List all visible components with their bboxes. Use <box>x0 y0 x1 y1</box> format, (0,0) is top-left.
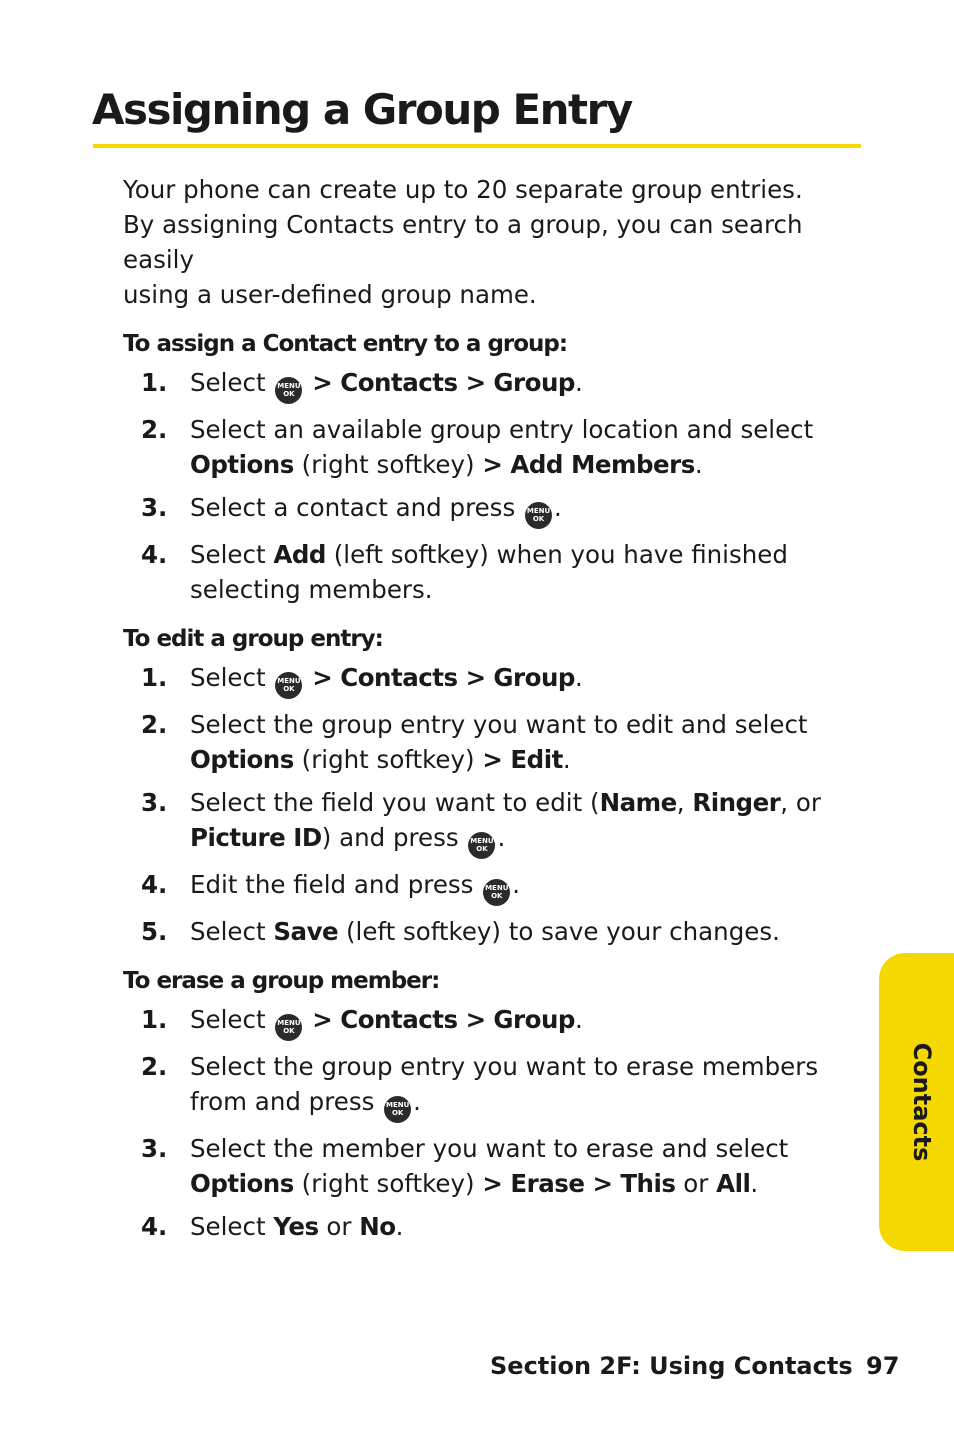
step-number: 2. <box>141 1052 168 1081</box>
main-content <box>123 172 863 1259</box>
menu-path: > Edit <box>482 745 563 774</box>
yes-label: Yes <box>273 1212 319 1241</box>
step-number: 3. <box>141 788 168 817</box>
page-number: 97 <box>866 1352 900 1380</box>
list-item: 4. Edit the field and press MENU OK . <box>123 867 863 906</box>
options-label: Options <box>190 1169 294 1198</box>
list-item: 2. Select the group entry you want to edit and select Options (right softkey) > Edit. <box>123 707 863 777</box>
step-number: 1. <box>141 663 168 692</box>
edit-steps <box>123 660 863 949</box>
list-item: 1. Select MENU OK > Contacts > Group. <box>123 1002 863 1041</box>
menu-path-group: Group <box>493 1005 575 1034</box>
menu-ok-key-icon: MENU OK <box>275 377 302 404</box>
all-label: All <box>716 1169 751 1198</box>
step-text: (left softkey) to save your changes. <box>345 917 780 946</box>
step-text: Select an available group entry location and select <box>190 415 814 444</box>
step-number: 2. <box>141 415 168 444</box>
step-text: Select the group entry you want to edit and select <box>190 710 808 739</box>
menu-ok-key-icon: MENU OK <box>468 832 495 859</box>
list-item: 2. Select an available group entry location and select Options (right softkey) > Add Members. <box>123 412 863 482</box>
section-side-tab <box>879 953 954 1251</box>
ringer-field-label: Ringer <box>692 788 781 817</box>
intro-line: Your phone can create up to 20 separate group entries. <box>123 175 803 204</box>
list-item: 5. Select Save (left softkey) to save your changes. <box>123 914 863 949</box>
list-item: 3. Select the field you want to edit (Name, Ringer, or Picture ID) and press MENU OK . <box>123 785 863 859</box>
menu-path: > Erase > <box>482 1169 613 1198</box>
menu-path: > Contacts > <box>312 368 486 397</box>
side-tab-label: Contacts <box>908 1042 937 1162</box>
step-text: Select <box>190 368 266 397</box>
step-number: 1. <box>141 1005 168 1034</box>
step-text: Select a contact and press <box>190 493 516 522</box>
step-text: (left softkey) when you have finished selecting members. <box>190 540 788 604</box>
intro-line: using a user-defined group name. <box>123 280 537 309</box>
step-number: 1. <box>141 368 168 397</box>
erase-heading: To erase a group member: <box>123 968 440 994</box>
step-number: 4. <box>141 870 168 899</box>
list-item: 1. Select MENU OK > Contacts > Group. <box>123 365 863 404</box>
step-text: Select <box>190 663 266 692</box>
list-item: 3. Select the member you want to erase and select Options (right softkey) > Erase > This or All. <box>123 1131 863 1201</box>
list-item: 1. Select MENU OK > Contacts > Group. <box>123 660 863 699</box>
step-number: 3. <box>141 493 168 522</box>
footer-section-title: Section 2F: Using Contacts <box>490 1352 853 1380</box>
step-number: 5. <box>141 917 168 946</box>
step-text: Select <box>190 1005 266 1034</box>
menu-ok-key-icon: MENU OK <box>384 1096 411 1123</box>
menu-path: > Add Members <box>482 450 695 479</box>
menu-ok-key-icon: MENU OK <box>275 672 302 699</box>
step-number: 4. <box>141 1212 168 1241</box>
menu-path-group: Group <box>493 663 575 692</box>
title-underline <box>93 144 861 148</box>
list-item: 3. Select a contact and press MENU OK . <box>123 490 863 529</box>
options-label: Options <box>190 745 294 774</box>
assign-heading: To assign a Contact entry to a group: <box>123 331 568 357</box>
erase-steps <box>123 1002 863 1244</box>
assign-steps <box>123 365 863 607</box>
step-number: 3. <box>141 1134 168 1163</box>
no-label: No <box>359 1212 396 1241</box>
menu-path: > Contacts > <box>312 663 486 692</box>
step-text: Select the member you want to erase and select <box>190 1134 789 1163</box>
menu-path-group: Group <box>493 368 575 397</box>
menu-path: > Contacts > <box>312 1005 486 1034</box>
options-label: Options <box>190 450 294 479</box>
list-item: 4. Select Yes or No. <box>123 1209 863 1244</box>
step-text: Select the field you want to edit ( <box>190 788 600 817</box>
list-item: 2. Select the group entry you want to erase members from and press MENU OK . <box>123 1049 863 1123</box>
picture-id-field-label: Picture ID <box>190 823 322 852</box>
step-text: Select the group entry you want to erase members from and press <box>190 1052 819 1116</box>
page-title: Assigning a Group Entry <box>92 85 632 134</box>
add-label: Add <box>273 540 326 569</box>
menu-ok-key-icon: MENU OK <box>483 879 510 906</box>
menu-ok-key-icon: MENU OK <box>525 502 552 529</box>
step-text: Edit the field and press <box>190 870 474 899</box>
step-number: 2. <box>141 710 168 739</box>
step-number: 4. <box>141 540 168 569</box>
name-field-label: Name <box>599 788 677 817</box>
list-item: 4. Select Add (left softkey) when you have finished selecting members. <box>123 537 863 607</box>
menu-ok-key-icon: MENU OK <box>275 1014 302 1041</box>
this-label: This <box>620 1169 676 1198</box>
intro-line: By assigning Contacts entry to a group, you can search easily <box>123 210 803 274</box>
save-label: Save <box>273 917 339 946</box>
edit-heading: To edit a group entry: <box>123 626 383 652</box>
intro-paragraph <box>123 172 863 312</box>
